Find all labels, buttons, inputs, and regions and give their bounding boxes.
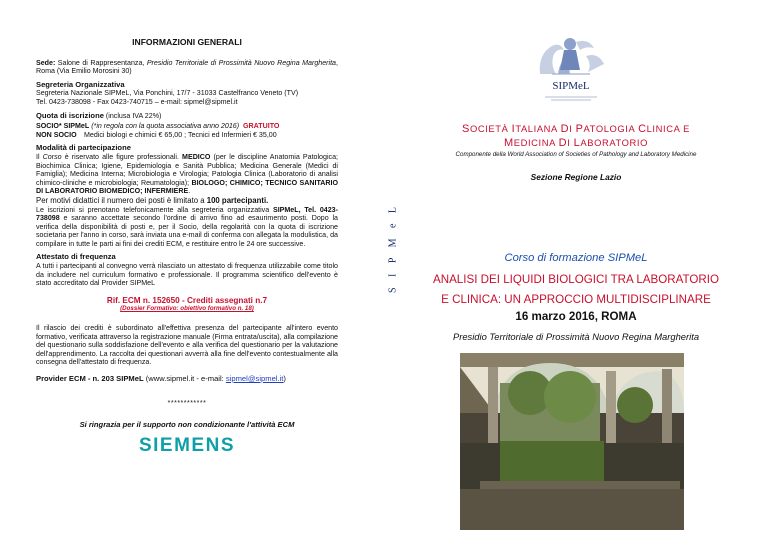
spine-text: S I P M e L — [387, 202, 399, 294]
cloister-photo — [460, 353, 684, 530]
sede-text1: Salone di Rappresentanza, — [55, 58, 147, 67]
section-label: Sezione Regione Lazio — [530, 172, 622, 182]
ecm-subtitle: (Dossier Formativo: obiettivo formativo n. 18) — [120, 305, 254, 313]
modalita-p1-g: . — [188, 187, 191, 196]
modalita-block — [36, 144, 338, 248]
ecm-title: Rif. ECM n. 152650 - Crediti assegnati n.7 — [106, 295, 268, 305]
society-name — [408, 122, 744, 150]
socio-free: GRATUITO — [243, 122, 280, 131]
modalita-p1-c: è riservato alle figure professionali. — [61, 152, 183, 161]
event-date: 16 marzo 2016, ROMA — [515, 310, 637, 323]
society-word: OCIETÀ — [469, 123, 512, 134]
sede-label: Sede: — [36, 58, 56, 67]
modalita-title: Modalità di partecipazione — [36, 143, 131, 153]
attestato-text: A tutti i partecipanti al convegno verrà rilasciato un attestato di frequenza utilizzabile come titolo da includere nel curriculum formativo e professionale. Il programma scientifico dell'evento è stato accreditato dal Provider SIPMeL — [36, 262, 338, 288]
course-label: Corso di formazione SIPMeL — [504, 252, 648, 264]
modalita-p3-c: e saranno accettate secondo l'ordine di arrivo fino ad esaurimento posti. Dopo la verifica della disponibilità di posti e, per il Socio, della regolarità con la quota di iscrizione societaria per l'anno in corso, sarà inviata una e-mail di conferma con allegata la modulistica, da compilare in tutte le parti ai fini dei crediti ECM, e restituire entro le 24 ore successive. — [36, 214, 338, 248]
event-venue: Presidio Territoriale di Prossimità Nuovo Regina Margherita — [452, 331, 700, 342]
left-column — [36, 37, 339, 456]
course-title-line1: ANALISI DEI LIQUIDI BIOLOGICI TRA LABORATORIO — [432, 273, 720, 286]
society-word: I — [567, 137, 574, 148]
quota-note: (inclusa IVA 22%) — [103, 111, 162, 120]
modalita-p2 — [36, 197, 338, 206]
society-cap: C — [638, 123, 647, 135]
sipmel-emblem-icon — [530, 34, 612, 80]
segreteria-title: Segreteria Organizzativa — [36, 79, 125, 89]
modalita-p3-a: Le iscrizioni si prenotano telefonicamente alla segreteria organizzativa — [36, 205, 273, 214]
component-note: Componente della World Association of Societies of Pathology and Laboratory Medicine — [455, 151, 697, 158]
sede-text3: , Roma (Via Emilio Morosini 30) — [36, 58, 338, 76]
quota-block — [36, 112, 338, 140]
provider-label: Provider ECM - n. 203 SIPMeL — [36, 374, 144, 383]
rilascio-text: Il rilascio dei crediti è subordinato all'effettiva presenza del partecipante all'intero evento formativo, verificata attraverso la registrazione manuale (Firma entrata/uscita), alla compilazione del questionario sulla soddisfazione dell'evento e alla verifica del questionario per la valutazione dell'apprendimento. La raccolta dei questionari avverrà alla fine dell'evento contestualmente alla consegna dell'attestato di frequenza. — [36, 324, 339, 367]
sipmel-logo — [530, 34, 612, 104]
society-cap: L — [573, 137, 581, 149]
logo-name: SIPMeL — [552, 80, 590, 92]
society-cap: D — [558, 137, 568, 149]
spine-label — [386, 186, 400, 310]
society-line2 — [408, 136, 744, 150]
provider-text: (www.sipmel.it - e-mail: — [143, 374, 226, 383]
society-line1 — [408, 122, 744, 136]
modalita-p1-medico: MEDICO — [182, 152, 211, 161]
course-title-line2: E CLINICA: UN APPROCCIO MULTIDISCIPLINARE — [441, 293, 711, 306]
siemens-logo: SIEMENS — [138, 434, 236, 456]
nonsocio-text: Medici biologi e chimici € 65,00 ; Tecnici ed Infermieri € 35,00 — [84, 130, 277, 139]
modalita-p1-e: (per le discipline Anatomia Patologica; Biochimica Clinica; Igiene, Epidemiologia e Sanità Pubblica; Medicina Generale (Medici di Famiglia); Medicina Interna; Microbiologia e Virologia; Patologia Clinica (Laboratorio di analisi chimico-cliniche e microbiologia; Reumatologia); — [36, 152, 338, 187]
society-word: EDICINA — [513, 137, 559, 148]
modalita-p1 — [36, 153, 338, 196]
segreteria-line2: Tel. 0423-738098 - Fax 0423-740715 – e-mail: sipmel@sipmel.it — [36, 97, 238, 106]
segreteria-block — [36, 81, 338, 107]
socio-label: SOCIO* SIPMeL — [36, 122, 90, 131]
socio-note: (*in regola con la quota associativa anno 2016) — [89, 122, 240, 131]
logo-tagline-icon — [545, 95, 597, 101]
provider-email-link[interactable]: sipmel@sipmel.it — [225, 374, 284, 383]
stars-separator: ************ — [167, 399, 207, 407]
modalita-p2-b: 100 partecipanti. — [206, 195, 269, 205]
society-cap: D — [560, 123, 570, 135]
quota-title: Quota di iscrizione — [36, 110, 104, 120]
modalita-p3 — [36, 206, 338, 249]
society-word: ABORATORIO — [580, 137, 649, 148]
attestato-title: Attestato di frequenza — [36, 252, 116, 262]
course-title — [408, 270, 744, 310]
thanks-text: Si ringrazia per il supporto non condizionante l'attività ECM — [79, 420, 295, 430]
modalita-p2-a: Per motivi didattici il numero dei posti è limitato a — [36, 195, 207, 205]
modalita-p3-tel: SIPMeL, Tel. 0423-738098 — [36, 205, 338, 223]
society-cap: I — [511, 123, 516, 135]
general-info-heading: INFORMAZIONI GENERALI — [132, 37, 242, 47]
society-word: LINICA E — [646, 123, 690, 134]
modalita-p1-a: Il — [36, 152, 43, 161]
society-cap: P — [575, 123, 584, 135]
society-word: TALIANA — [515, 123, 561, 134]
modalita-p1-corso: Corso — [42, 152, 62, 161]
sede-venue: Presidio Territoriale di Prossimità Nuovo Regina Margherita — [146, 58, 337, 67]
ecm-block — [36, 297, 338, 314]
provider-end: ) — [283, 374, 286, 383]
nonsocio-label: NON SOCIO — [36, 130, 77, 139]
society-cap: S — [462, 123, 470, 135]
provider-line — [36, 375, 338, 384]
society-word: ATOLOGIA — [583, 123, 639, 134]
society-cap: M — [503, 137, 514, 149]
cloister-image — [460, 353, 684, 530]
segreteria-line1: Segreteria Nazionale SIPMeL, Via Ponchini, 17/7 - 31033 Castelfranco Veneto (TV) — [36, 89, 299, 98]
sede-block — [36, 59, 338, 76]
society-word: I — [569, 123, 576, 134]
attestato-block — [36, 253, 338, 287]
modalita-p1-roles: BIOLOGO; CHIMICO; TECNICO SANITARIO DI LABORATORIO BIOMEDICO; INFERMIERE — [36, 178, 338, 196]
